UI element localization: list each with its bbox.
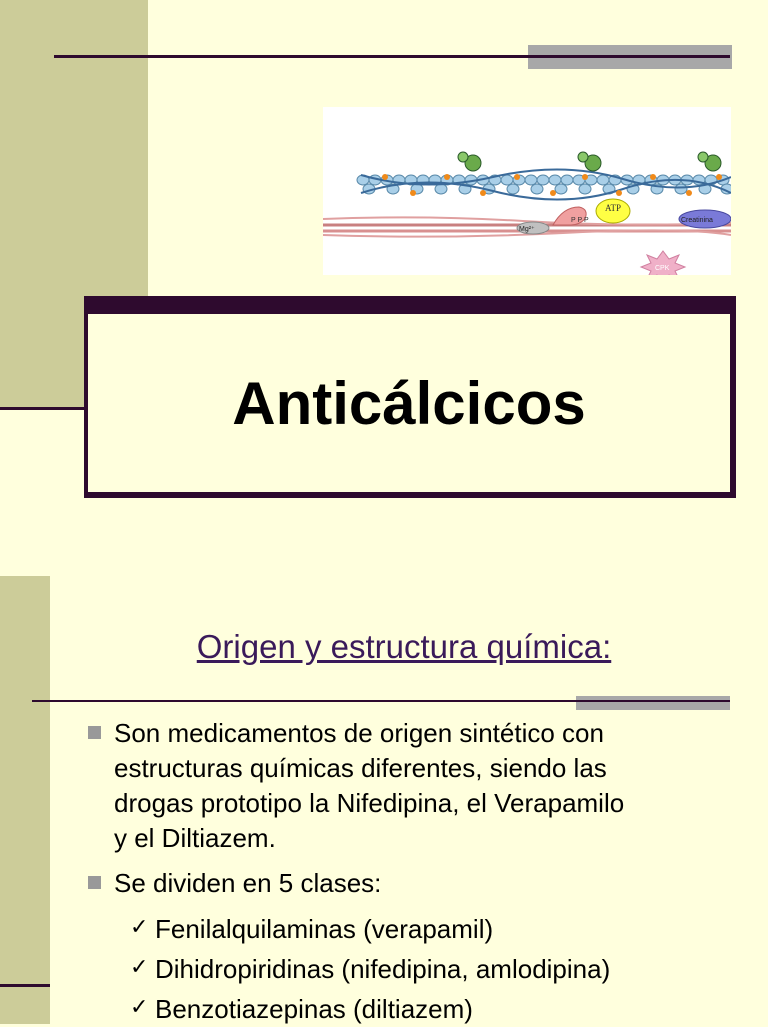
muscle-fiber-illustration [323,107,731,275]
mg-label: Mg²⁺ [519,226,535,233]
phosphate-label: P P P [571,217,589,224]
checkmark-icon: ✓ [130,954,149,979]
sub-item: Benzotiazepinas (diltiazem) [155,994,473,1024]
actin-myosin-diagram [323,107,731,275]
cpk-label: CPK [655,265,670,272]
checkmark-icon: ✓ [130,994,149,1019]
bullet-line: Se dividen en 5 clases: [114,868,382,898]
heading-divider-line [32,700,730,702]
gray-accent-bar-2 [576,696,730,710]
title-frame [84,296,736,498]
bullet-line: estructuras químicas diferentes, siendo las [114,753,607,783]
bullet-square-icon [88,876,101,889]
atp-label: ATP [605,203,622,213]
bullet-square-icon [88,726,101,739]
actin-filament [357,169,731,199]
bullet-line: y el Diltiazem. [114,823,276,853]
creatinina-label: Creatinina [681,217,713,224]
bullet-item [114,866,734,901]
section-heading: Origen y estructura química: [196,628,612,665]
bullet-line: Son medicamentos de origen sintético con [114,718,604,748]
bullet-line: drogas prototipo la Nifedipina, el Verapamilo [114,788,625,818]
left-divider-line [0,407,86,410]
sub-item: Dihidropiridinas (nifedipina, amlodipina) [155,954,611,984]
top-divider-line [54,55,730,58]
troponin-complex [458,152,721,171]
left-divider-line-2 [0,984,50,987]
sub-item: Fenilalquilaminas (verapamil) [155,914,494,944]
title-panel [88,314,730,492]
slide-title: Anticálcicos [232,369,586,437]
checkmark-icon: ✓ [130,914,149,939]
bullet-item [114,716,734,856]
